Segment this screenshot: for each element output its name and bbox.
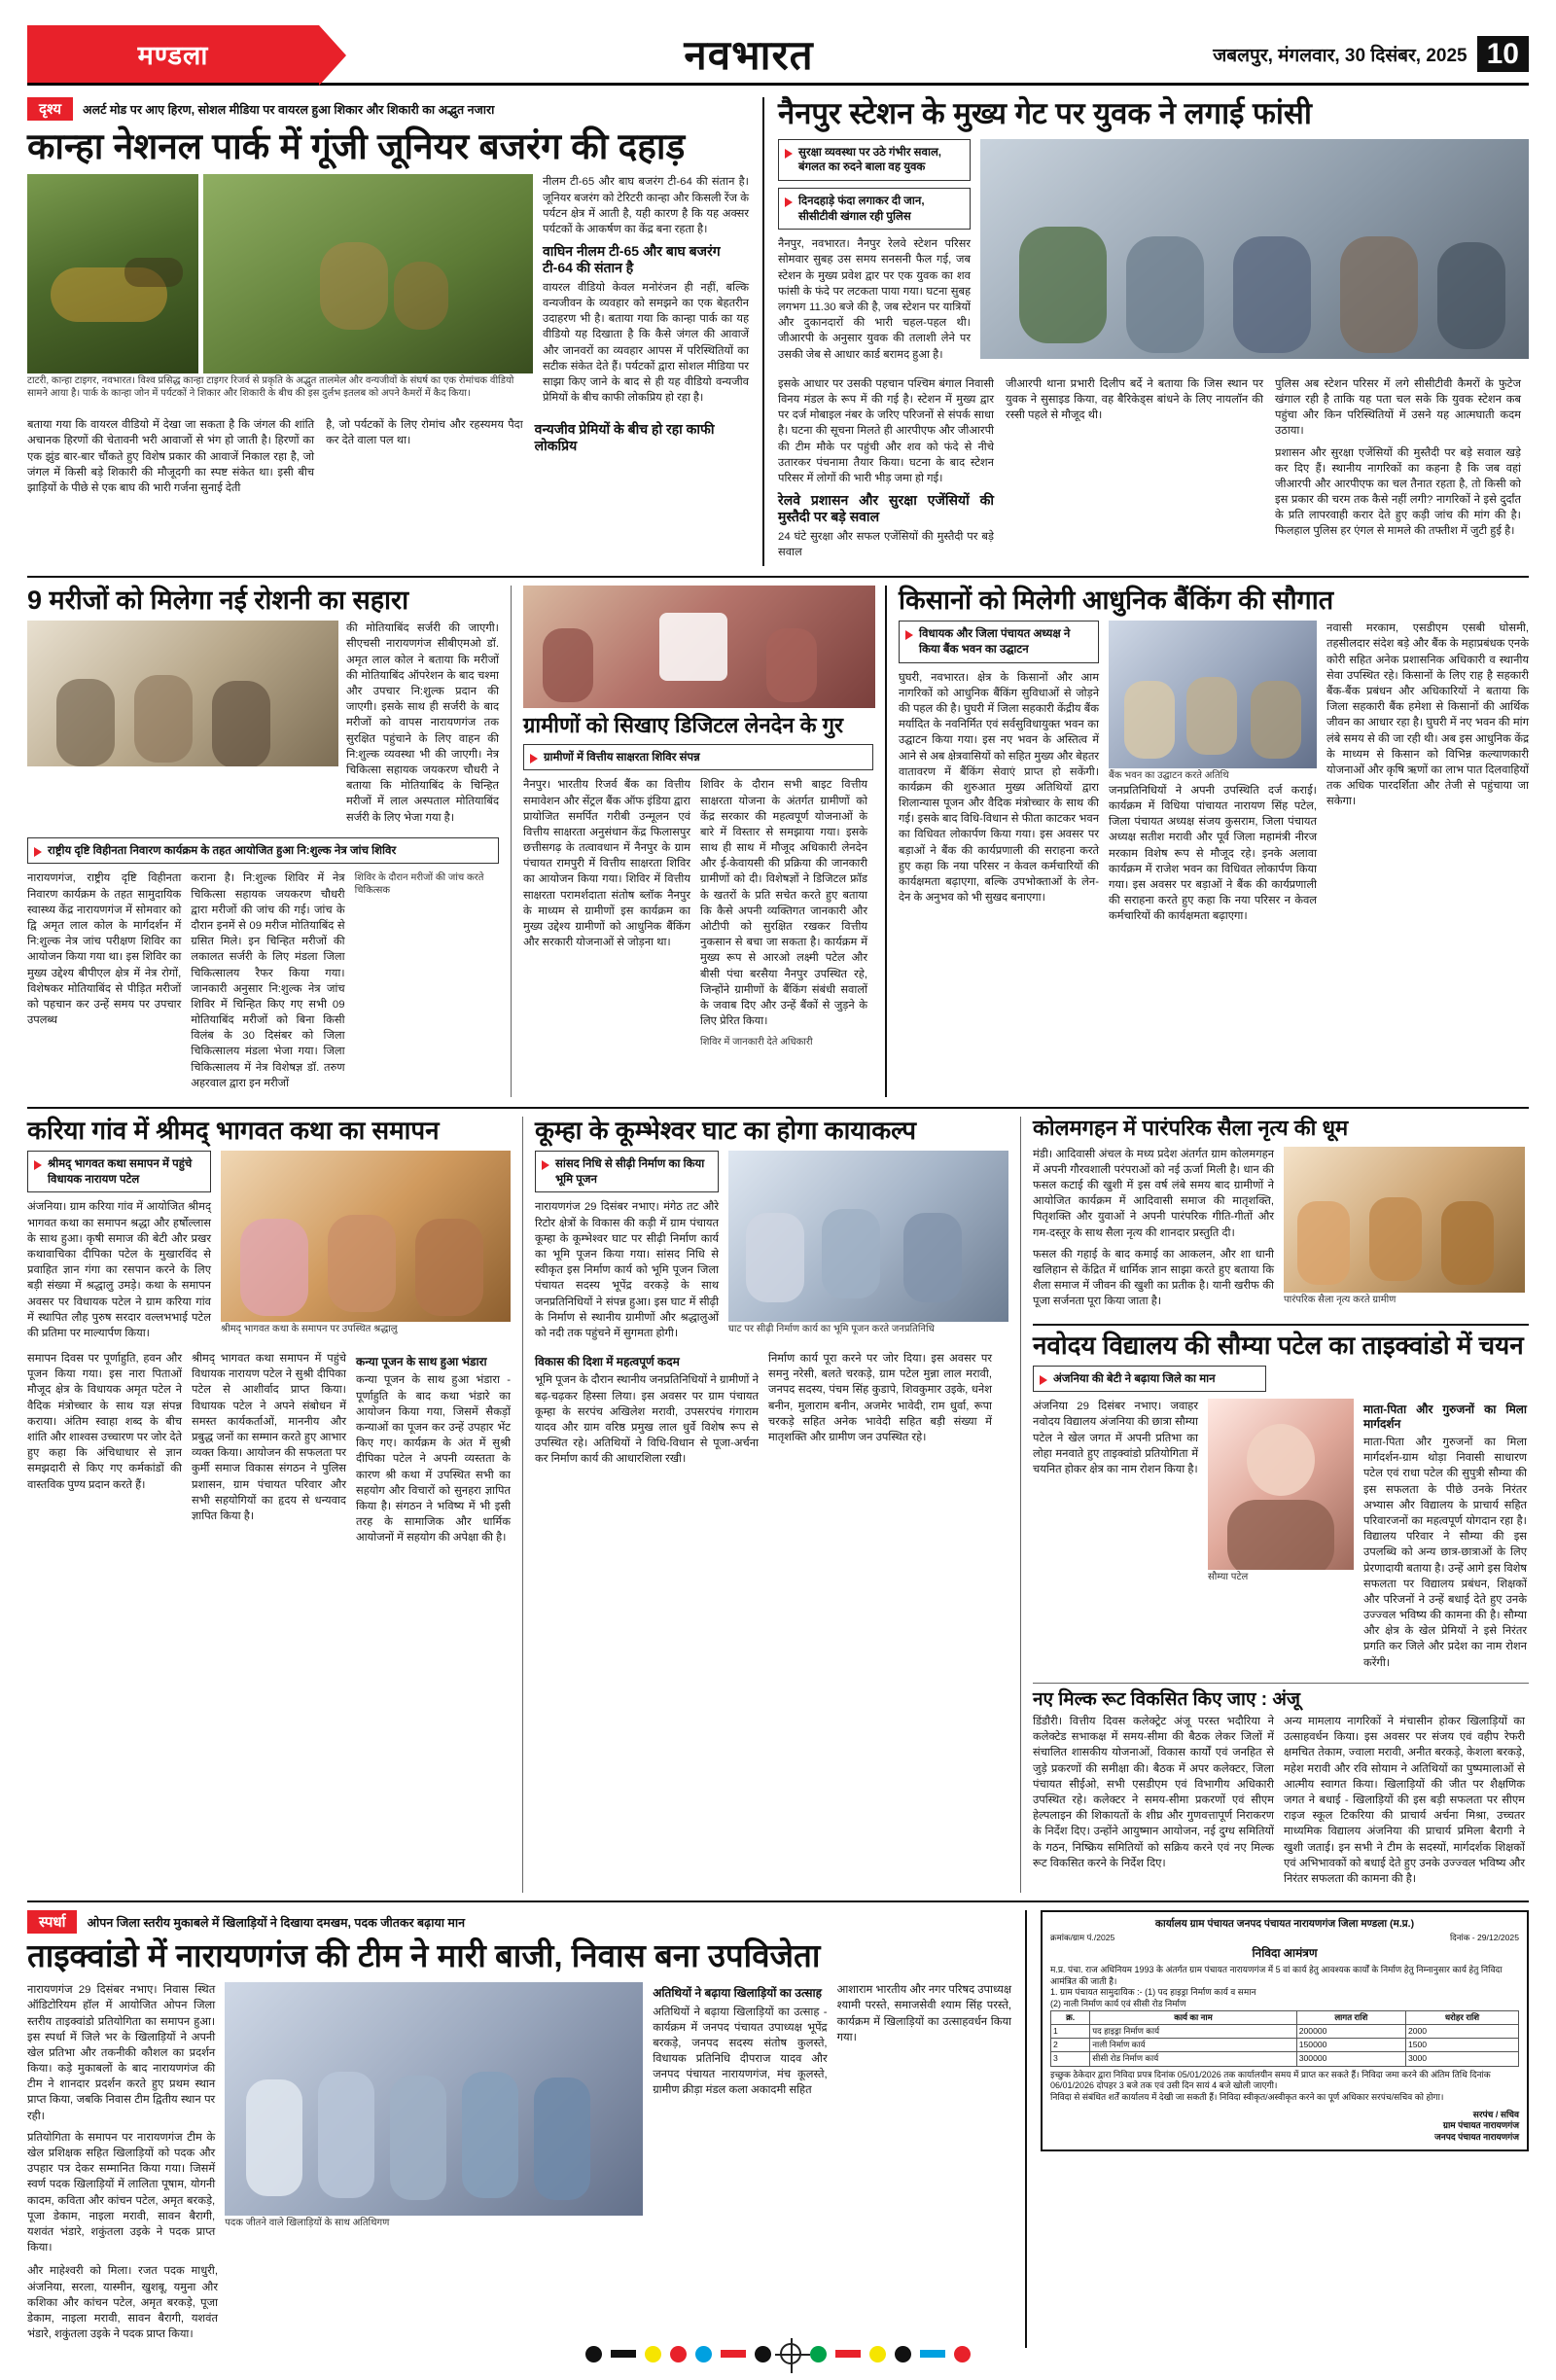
farmers-photo <box>1109 621 1317 768</box>
eyes-photo-caption: शिविर के दौरान मरीजों की जांच करते चिकित्सक <box>354 872 484 896</box>
navodaya-col-2: माता-पिता और गुरुजनों का मिला मार्गदर्शन माता-पिता और गुरुजनों का मिला मार्गदर्शन-ग्राम थोड़ा निवासी साधारण पटेल एवं राधा पटेल की सुपुत्री सौम्या की इस सफलता के पीछे उनके निरंतर अभ्यास और विद्यालय के प्राचार्य सहित परिवारजनों का महत्वपूर्ण योगदान रहा है। विद्यालय परिवार ने सौम्या की इस उपलब्धि को अन्य छात्र-छात्राओं के लिए प्रेरणादायी बताया है। उन्हें आगे इस विशेष सफलता पर विद्यालय प्रबंधन, शिक्षकों और परिजनों ने उन्हें बधाई देते हुए उनके उज्ज्वल भविष्य की कामना की है। सौम्या और क्षेत्र के खेल प्रेमियों ने इसे निरंतर प्रगति कर जिले और प्रदेश का नाम रोशन करेंगी। <box>1363 1403 1527 1669</box>
story-katha <box>27 1117 523 1893</box>
katha-bullet: श्रीमद् भागवत कथा समापन में पहुंचे विधायक नारायण पटेल <box>27 1151 211 1192</box>
masthead-right <box>1179 25 1529 83</box>
story-farmers <box>887 586 1529 1097</box>
navodaya-bullet: अंजनिया की बेटी ने बढ़ाया जिले का मान <box>1033 1366 1266 1393</box>
ad-body-3: (2) नाली निर्माण कार्य एवं सीसी रोड निर्माण <box>1050 1999 1186 2009</box>
lead-col-2: नीलम टी-65 और बाघ बजरंग टी-64 की संतान है। जूनियर बजरंग को टेरिटरी कान्हा और किसली रेंज के पर्यटन क्षेत्र में आती है, यही कारण है कि यह अक्सर पर्यटकों के आकर्षण का केंद्र बना रहता है। <box>543 176 749 235</box>
ghat-headline: कूम्हा के कूम्भेश्वर घाट का होगा कायाकल्प <box>535 1116 917 1145</box>
eyes-headline: 9 मरीजों को मिलेगा नई रोशनी का सहारा <box>27 586 409 616</box>
katha-photo-caption: श्रीमद् भागवत कथा के समापन पर उपस्थित श्रद्धालु <box>221 1324 398 1335</box>
color-dash <box>721 2350 746 2358</box>
lead-photo-caption: टाटरी, कान्हा टाइगर, नवभारत। विश्व प्रसिद्ध कान्हा टाइगर रिजर्व से प्रकृति के अद्भुत तालमेल और वन्यजीवों के संघर्ष का एक रोमांचक वीडियो सामने आया है। पार्क के कान्हा जोन में पर्यटकों ने शिकार और शिकारी के बीच की इस दुर्लभ इतलब को अपने कैमरों में कैद किया। <box>27 375 514 399</box>
story-digital <box>512 586 887 1097</box>
table-row: 3 सीसी रोड निर्माण कार्य 300000 3000 <box>1051 2052 1519 2066</box>
ad-body-4: इच्छुक ठेकेदार द्वारा निविदा प्रपत्र दिनांक 05/01/2026 तक कार्यालयीन समय में प्राप्त कर सकते हैं। निविदा जमा करने की अंतिम तिथि दिनांक 06/01/2026 दोपहर 3 बजे तक एवं उसी दिन सायं 4 बजे खोली जाएगी। <box>1050 2069 1491 2091</box>
color-dot <box>695 2346 712 2362</box>
registration-mark <box>780 2343 801 2364</box>
sports-photo-caption: पदक जीतने वाले खिलाड़ियों के साथ अतिथिगण <box>225 2218 390 2229</box>
sports-col-1: नारायणगंज 29 दिसंबर नभाए। निवास स्थित ऑडिटोरियम हॉल में आयोजित ओपन जिला स्तरीय ताइक्वांडो प्रतियोगिता का समापन हुआ। इस स्पर्धा में जिले भर के खिलाड़ियों ने अपनी खेल प्रतिभा और तकनीकी कौशल का प्रदर्शन किया। कड़े मुकाबलों के बाद नारायणगंज की टीम ने शानदार प्रदर्शन करते हुए प्रथम स्थान प्राप्त किया, जबकि निवास टीम द्वितीय स्थान पर रही। प्रतियोगिता के समापन पर नारायणगंज टीम के खेल प्रशिक्षक सहित खिलाड़ियों को पदक और उपहार पत्र देकर सम्मानित किया गया। जिसमें स्वर्ण पदक खिलाड़ियों में लालिता पूषाम, योगनी कादम, कविता और कांचन पटेल, अमृत बरकड़े, पूजा डेकाम, नाइला मरावी, सावन बैरागी, यशवंत भंडारे, शकुंतला उइके ने पदक प्राप्त किया। <box>27 1984 216 2255</box>
table-row: 1 पद हाइड्रा निर्माण कार्य 200000 2000 <box>1051 2024 1519 2038</box>
story-nainpur <box>764 97 1529 566</box>
top-band <box>27 97 1529 566</box>
katha-col-4: कन्या पूजन के साथ हुआ भंडारा कन्या पूजन के साथ हुआ भंडारा - पूर्णाहुति के बाद कथा भंडारे का आयोजन किया गया, जिसमें सैकड़ों कन्याओं का पूजन कर उन्हें उपहार भेंट किए गए। कार्यक्रम के अंत में सुश्री दीपिका पटेल ने अपनी व्यस्तता के कारण श्री कथा में उपस्थित सभी का सहयोग और विचारों को सुनहरा ज्ञापित किया है। संगठन ने भविष्य में भी इसी तरह के सामाजिक और धार्मिक आयोजनों में सहयोग की अपेक्षा की है। <box>356 1355 511 1545</box>
digital-headline: ग्रामीणों को सिखाए डिजिटल लेनदेन के गुर <box>523 713 844 738</box>
ad-sign-1: सरपंच / सचिव <box>1472 2109 1519 2119</box>
nainpur-col-4: पुलिस अब स्टेशन परिसर में लगे सीसीटीवी कैमरों के फुटेज खंगाल रही है ताकि यह पता चल सके कि युवक स्टेशन कब पहुंचा और किन परिस्थितियों में उसने यह आत्मघाती कदम उठाया। प्रशासन और सुरक्षा एजेंसियों की मुस्तैदी पर बड़े सवाल खड़े कर दिए हैं। स्थानीय नागरिकों का कहना है कि जब वहां जीआरपी और आरपीएफ का चल तैनात रहता है, तो किसी को इस प्रकार की चरम तक कैसे नहीं लगी? नागरिकों ने इसे दुर्दांत के प्रति लापरवाही करार देते हुए कड़ी जांच की मांग की है। फिलहाल पुलिस हर एंगल से मामले की तफ्तीश में जुटी हुई है। <box>1275 377 1521 538</box>
lead-tagline: अलर्ट मोड पर आए हिरण, सोशल मीडिया पर वायरल हुआ शिकार और शिकारी का अद्भुत नजारा <box>83 102 495 117</box>
sports-story <box>27 1910 1027 2348</box>
farmers-col-3: नवासी मरकाम, एसडीएम एसबी घोसमी, तहसीलदार संदेश बड़े और बैंक के महाप्रबंधक एनके कोरी सहित अनेक प्रशासनिक अधिकारी व स्थानीय सेवा उपस्थित रहे। किसानों के लिए राह है सहकारी बैंक-बैंक प्रबंधन और अधिकारियों ने बताया कि जिला सहकारी बैंक हमेशा से किसानों की आर्थिक जीवन का आधार रहा है। घुघरी में नए भवन की मांग लंबे समय से की जा रही थी। अब इस आधुनिक केंद्र के माध्यम से किसान को विभिन्न कल्याणकारी योजनाओं और कृषि ऋणों का लाभ पात दिलवाहियों तक अधिक पारदर्शिता और तेजी से पहुंचाया जा सकेगा। <box>1326 622 1529 808</box>
digital-col-2: शिविर के दौरान सभी बाइट वित्तीय साक्षरता योजना के अंतर्गत ग्रामीणों को केंद्र सरकार की महत्वपूर्ण योजनाओं के बारे में विस्तार से समझाया गया। इसके साथ ही साथ में मौजूद अधिकारी लेनदेन और ई-केवायसी की प्रक्रिया की जानकारी ग्रामीणों को दी। विशेषज्ञों ने डिजिटल फ्रॉड के खतरों के प्रति सचेत करते हुए बताया कि कैसे अपनी व्यक्तिगत जानकारी और ओटीपी को सुरक्षित रखकर वित्तीय नुकसान से बचा जा सकता है। कार्यक्रम में मुख्य रूप से आरओ लक्ष्मी पटेल और बीसी पंचा बरसैया नैनपुर उपस्थित रहे, जिन्होंने ग्रामीणों के बैंकिंग संबंधी सवालों के जवाब दिए और उन्हें बैंकों से जुड़ने के लिए प्रेरित किया। शिविर में जानकारी देते अधिकारी <box>700 779 867 1048</box>
navodaya-headline: नवोदय विद्यालय की सौम्या पटेल का ताइक्वांडो में चयन <box>1033 1330 1524 1360</box>
ghat-photo-caption: घाट पर सीढ़ी निर्माण कार्य का भूमि पूजन करते जनप्रतिनिधि <box>728 1324 935 1335</box>
color-dash <box>920 2350 945 2358</box>
ad-th-1: कार्य का नाम <box>1090 2010 1296 2024</box>
story-milkroute <box>1033 1683 1529 1893</box>
registration-color-bar <box>0 2341 1556 2366</box>
eyes-bullet: राष्ट्रीय दृष्टि विहीनता निवारण कार्यक्रम के तहत आयोजित हुआ नि:शुल्क नेत्र जांच शिविर <box>27 837 499 865</box>
ghat-col-2: विकास की दिशा में महत्वपूर्ण कदम भूमि पूजन के दौरान स्थानीय जनप्रतिनिधियों ने ग्रामीणों ने बढ़-चढ़कर हिस्सा लिया। इस अवसर पर ग्राम पंचायत कूम्हा के सरपंच अखिलेश मरावी, उपसरपंच गंगाराम यादव और ग्राम वरिष्ठ प्रमुख लाल धुर्वे विशेष रूप से उपस्थित रहे। अतिथियों ने विधि-विधान से पूजा-अर्चना कर निर्माण कार्य की आधारशिला रखी। <box>535 1355 759 1466</box>
navodaya-col-1: अंजनिया 29 दिसंबर नभाए। जवाहर नवोदय विद्यालय अंजनिया की छात्रा सौम्या पटेल ने खेल जगत में अपनी प्रतिभा का लोहा मनवाते हुए ताइक्वांडो प्रतियोगिता में चयनित होकर क्षेत्र का नाम रोशन किया है। <box>1033 1401 1198 1475</box>
ad-sign-3: जनपद पंचायत नारायणगंज <box>1434 2131 1519 2142</box>
farmers-col-2: जनप्रतिनिधियों ने अपनी उपस्थिति दर्ज कराई। कार्यक्रम में विधिया पांचायत नारायण सिंह पटेल, जिला पंचायत अध्यक्ष संजय कुसराम, जिला पंचायत अध्यक्ष सतीश मरावी और पूर्व जिला महामंत्री नीरज मरकाम विशेष रूप से मौजूद रहे। इनके अलावा कार्यक्रम में राजेश भवन का विधिवत लोकार्पण किया गया। इस अवसर पर बड़ाओं ने बैंक की कार्यप्रणाली की सराहना करते हुए कहा कि नया परिसर न केवल कर्मचारियों की कार्यक्षमता बढ़ाएगा। <box>1109 784 1318 923</box>
farmers-photo-caption: बैंक भवन का उद्घाटन करते अतिथि <box>1109 770 1229 782</box>
story-navodaya <box>1033 1324 1529 1677</box>
sports-col-4: आशाराम भारतीय और नगर परिषद उपाध्यक्ष श्यामी परस्ते, समाजसेवी श्याम सिंह परस्ते, कार्यक्रम में खिलाड़ियों का उत्साहवर्धन किया गया। <box>836 1984 1012 2043</box>
lead-col-3: वायरल वीडियो केवल मनोरंजन ही नहीं, बल्कि वन्यजीवन के व्यवहार को समझने का एक बेहतरीन उदाहरण भी है। बताया गया कि कान्हा पार्क का यह वीडियो यह दिखाता है कि कैसे जंगल की आवाजें और जानवरों का व्यवहार आपस में परिस्थितियों का सटीक संकेत देते हैं। पर्यटकों द्वारा सोशल मीडिया पर साझा किए जाने के बाद से ही यह वीडियो वन्यजीव प्रेमियों के बीच काफी लोकप्रिय हो रहा है। <box>543 281 749 405</box>
color-dot <box>755 2346 771 2362</box>
nainpur-photo <box>980 139 1529 359</box>
lead-subhead-1: वाघिन नीलम टी-65 और बाघ बजरंग टी-64 की संतान है <box>543 243 721 275</box>
masthead <box>27 25 1529 86</box>
color-dot <box>810 2346 827 2362</box>
katha-subhead: कन्या पूजन के साथ हुआ भंडारा <box>356 1355 487 1369</box>
edition-label: मण्डला <box>137 41 209 70</box>
nainpur-bullet-1: सुरक्षा व्यवस्था पर उठे गंभीर सवाल, बंगलत का रुदने बाला वह युवक <box>778 139 971 181</box>
milkroute-col-2: अन्य मामलाय नागरिकों ने मंचासीन होकर खिलाड़ियों का उत्साहवर्धन किया। इस अवसर पर संजय एवं वहीप रेफरी क्षमचित तेकाम, ज्वाला मरावी, अनीत बरकड़े, केशला बरकड़े, महेश मरावी और रवि सोयाम ने अतिथियों का पुष्पमालाओं से आत्मीय स्वागत किया। खिलाड़ियों की जीत पर शैक्षणिक जगत ने बधाई - खिलाड़ियों की इस बड़ी सफलता पर सीएम राइज स्कूल टिकरिया की प्राचार्य अर्चना मिश्रा, उच्चतर माध्यमिक विद्यालय अंजनिया की प्राचार्य प्रमिला बैरागी ने खुशी जताई। इन सभी ने टीम के सदस्यों, मार्गदर्शक शिक्षकों एवं अभिभावकों को बधाई देते हुए उनके उज्ज्वल भविष्य और निरंतर सफलता की कामना की है। <box>1284 1716 1525 1885</box>
ad-body-2: 1. ग्राम पंचायत सामुदायिक :- (1) पद हाइड्रा निर्माण कार्य व समान <box>1050 1987 1256 1998</box>
navodaya-photo-caption: सौम्या पटेल <box>1208 1572 1249 1583</box>
milkroute-headline: नए मिल्क रूट विकसित किए जाए : अंजू <box>1033 1688 1300 1710</box>
sports-tag: स्पर्धा <box>27 1910 77 1934</box>
color-dot <box>954 2346 971 2362</box>
color-dot <box>895 2346 911 2362</box>
lead-tag: दृश्य <box>27 97 73 121</box>
saila-photo <box>1284 1147 1525 1293</box>
nainpur-col-3: जीआरपी थाना प्रभारी दिलीप बर्दे ने बताया कि जिस स्थान पर युवक ने सुसाइड किया, वह बैरिकेड्स बांधने के लिए नायलॉन की रस्सी पहले से मौजूद थी। <box>1006 377 1263 422</box>
ad-th-0: क्र. <box>1051 2010 1090 2024</box>
page-title: नवभारत <box>684 32 814 78</box>
lead-headline: कान्हा नेशनल पार्क में गूंजी जूनियर बजरंग की दहाड़ <box>27 126 686 166</box>
ghat-col-3: निर्माण कार्य पूरा करने पर जोर दिया। इस अवसर पर समनु नरेसी, बलते चरकड़े, ग्राम पटेल मुन्ना लाल मरावी, जनपद सदस्य, पंचम सिंह कुडापे, शिवकुमार उइके, धनेश बनीन, मुलाराम बनीन, अजमेर भावेदी, राम धुर्वा, रूपा चरकड़े सहित अनेक भावेदी सहित बड़ी संख्या में मातृशक्ति और ग्रामीण जन उपस्थित रहे। <box>768 1353 992 1444</box>
saila-col-1: मंडी। आदिवासी अंचल के मध्य प्रदेश अंतर्गत ग्राम कोलमगहन में अपनी गौरवशाली परंपराओं को नई ऊर्जा मिली है। धान की फसल कटाई की खुशी में इस वर्ष लंबे समय बाद ग्रामीणों ने आयोजित कार्यक्रम में आदिवासी समाज की मातृशक्ति, पितृशक्ति और युवाओं ने अपनी पारंपरिक गीति-गीतों और गम-दस्तूर के साथ सैला नृत्य की शानदार प्रस्तुति दी। फसल की गहाई के बाद कमाई का आकलन, और शा धानी खलिहान से केंद्रित में धार्मिक ज्ञान साझा करते हुए बताया कि शैला समाज में जीवन की खुशी का प्रतीक है। यानी खरीफ की पूजा सर्जनता पूरा किया जाता है। <box>1033 1148 1274 1308</box>
lead-subhead-block <box>535 417 749 502</box>
digital-bullet: ग्रामीणों में वित्तीय साक्षरता शिविर संपन्न <box>523 744 873 771</box>
farmers-headline: किसानों को मिलेगी आधुनिक बैंकिंग की सौगात <box>899 586 1334 616</box>
eyes-col-3-top: की मोतियाबिंद सर्जरी की जाएगी। सीएचसी नारायणगंज सीबीएमओ डॉ. अमृत लाल कोल ने बताया कि मरीजों की मोतियाबिंद ऑपरेशन के बाद चश्मा और उपचार नि:शुल्क प्रदान की जाएगी। इसके साथ ही सर्जरी के बाद मरीजों को वापस नारायणगंज तक सुरक्षित पहुंचाने के लिए वाहन की नि:शुल्क व्यवस्था भी की जाएगी। नेत्र चिकित्सा सहायक जयकरण चौधरी ने बताया कि मोतियाबिंद के चिन्हित मरीजों में लाल अस्पताल मोतियाबिंद सर्जरी के लिए भेजा गया है। <box>346 622 499 824</box>
sports-tagline: ओपन जिला स्तरीय मुकाबले में खिलाड़ियों ने दिखाया दमखम, पदक जीतकर बढ़ाया मान <box>87 1915 466 1930</box>
katha-col-2: समापन दिवस पर पूर्णाहुति, हवन और पूजन किया गया। इस नारा पिताओं मौजूद क्षेत्र के विधायक अमृत पटेल ने वैदिक मंत्रोच्चार के साथ यज्ञ संपन्न कराया। अंतिम स्वाहा शब्द के बीच शांति और शाश्वस उच्चारण पर जोर देते हुए कहा कि अंचिधाधार से ज्ञान समझदारी से किए गए कर्मकांडों की वास्तविक पुण्य प्रदान करते हैं। <box>27 1353 182 1491</box>
nainpur-subhead: रेलवे प्रशासन और सुरक्षा एजेंसियों की मुस्तैदी पर बड़े सवाल <box>778 492 994 524</box>
ghat-col-1: नारायणगंज 29 दिसंबर नभाए। मंगेठ तट औरे रिटोर क्षेत्रों के विकास की कड़ी में ग्राम पंचायत कूम्हा के कूम्भेश्वर घाट पर सीढ़ी निर्माण कार्य का भूमि पूजन किया गया। सांसद निधि से स्वीकृत इस निर्माण कार्य को भूमि पूजन जिला पंचायत सदस्य भूपेंद्र वरकड़े के साथ जनप्रतिनिधियों ने संपन्न हुआ। इस घाट में सीढ़ी के निर्माण से स्थानीय ग्रामीणों और श्रद्धालुओं को नदी तक पहुंचने में सुगमता होगी। <box>535 1201 719 1339</box>
color-dot <box>869 2346 886 2362</box>
lead-col-mini: है, जो पर्यटकों के लिए रोमांच और रहस्यमय पैदा कर देते वाला पल था। <box>326 419 523 447</box>
lead-photo-tiger <box>27 174 198 373</box>
ad-title: निविदा आमंत्रण <box>1252 1946 1318 1961</box>
color-dash <box>611 2350 636 2358</box>
navodaya-photo <box>1208 1399 1354 1570</box>
sports-headline: ताइक्वांडो में नारायणगंज की टीम ने मारी बाजी, निवास बना उपविजेता <box>27 1937 821 1974</box>
farmers-col-1: घुघरी, नवभारत। क्षेत्र के किसानों और आम नागरिकों को आधुनिक बैंकिंग सुविधाओं से जोड़ने की पहल की है। घुघरी में जिला सहकारी केंद्रीय बैंक मर्यादित के नवनिर्मित एवं सर्वसुविधायुक्त भवन का उद्घाटन किया गया। इस नए भवन के अस्तित्व में आने से अब क्षेत्रवासियों को सहित मुख्य और बेहतर वातावरण में बैंकिंग सेवाएं प्राप्त हो सकेंगी। कार्यक्रम की शुरुआत मुख्य अतिथियों द्वारा शिलान्यास पूजन और वैदिक मंत्रोच्चार के साथ की गई। इसके बाद विधि-विधान से फीता काटकर भवन का विधिवत लोकार्पण किया गया। इस अवसर पर बड़ाओं ने बैंक की कार्यप्रणाली की सराहना करते हुए कहा कि नया परिसर न केवल कर्मचारियों की कार्यक्षमता बढ़ाएगा, बल्कि उपभोक्ताओं के लेन-देन के अनुभव को भी सुखद बनाएगा। <box>899 671 1100 905</box>
color-dot <box>585 2346 602 2362</box>
ad-date: दिनांक - 29/12/2025 <box>1449 1933 1519 1943</box>
story-ghat <box>523 1117 1021 1893</box>
story-eyes <box>27 586 512 1097</box>
katha-headline: करिया गांव में श्रीमद् भागवत कथा का समापन <box>27 1116 440 1145</box>
color-dot <box>645 2346 661 2362</box>
digital-col-1: नैनपुर। भारतीय रिजर्व बैंक का वित्तीय समावेशन और सेंट्रल बैंक ऑफ इंडिया द्वारा प्रायोजित समर्पित गरीबी उन्मूलन एवं वित्तीय साक्षरता अनुसंधान केंद्र फिलासपुर छत्तीसगढ़ के तत्वावधान में नैनपुर के ग्राम पंचायत रामपुरी में वित्तीय साक्षरता शिविर का आयोजन किया गया। शिविर में वित्तीय साक्षरता परामर्शदाता संतोष ब्लॉक नैनपुर के माध्यम से ग्रामीणों इस कार्यक्रम का मुख्य उद्देश्य ग्रामीणों को आधुनिक बैंकिंग और सरकारी योजनाओं से जोड़ना था। <box>523 779 690 949</box>
ad-body-1: म.प्र. पंचा. राज अधिनियम 1993 के अंतर्गत ग्राम पंचायत नारायणगंज में 5 वां कार्य हेतु आवश्यक कार्यों के निर्माण हेतु निम्नानुसार कार्य हेतु निविदा आमंत्रित की जाती है। <box>1050 1965 1503 1986</box>
sports-photo <box>225 1982 643 2216</box>
ad-org-line: कार्यालय ग्राम पंचायत जनपद पंचायत नारायणगंज जिला मण्डला (म.प्र.) <box>1154 1918 1415 1931</box>
sports-col-3: अतिथियों ने बढ़ाया खिलाड़ियों का उत्साह अतिथियों ने बढ़ाया खिलाड़ियों का उत्साह - कार्यक्रम में जनपद पंचायत उपाध्यक्ष भूपेंद्र बरकड़े, जनपद सदस्य संतोष कुलस्ते, विधायक प्रतिनिधि दीपराज यादव और जनपद पंचायत नारायणगंज, मंच कूलस्ते, ग्रामीण क्रीड़ा मंडल कला अकादमी सहित <box>653 1986 828 2097</box>
eyes-col-2: कराना है। नि:शुल्क शिविर में नेत्र चिकित्सा सहायक जयकरण चौधरी द्वारा मरीजों की जांच की गई। जांच के दौरान इनमें से 09 मरीज मोतियाबिंद से ग्रसित मिले। इन चिन्हित मरीजों की लकालत सर्जरी के लिए मंडला जिला चिकित्सालय रैफर किया गया। जानकारी अनुसार नि:शुल्क नेत्र जांच शिविर में चिन्हित किए गए सभी 09 मोतियाबिंद मरीजों को बिना किसी विलंब के 30 दिसंबर को जिला चिकित्सालय मंडला भेजा गया। जिला चिकित्सालय में नेत्र विशेषज्ञ डॉ. तरुण अहरवाल द्वारा इन मरीजों <box>191 872 345 1089</box>
ad-table <box>1050 2010 1519 2067</box>
nainpur-headline: नैनपुर स्टेशन के मुख्य गेट पर युवक ने लगाई फांसी <box>778 96 1312 130</box>
ghat-photo <box>728 1151 1008 1322</box>
ghat-subhead: विकास की दिशा में महत्वपूर्ण कदम <box>535 1355 680 1369</box>
advertisement <box>1027 1910 1529 2348</box>
katha-col-1: अंजनिया। ग्राम करिया गांव में आयोजित श्रीमद् भागवत कथा का समापन श्रद्धा और हर्षोल्लास के साथ हुआ। कृषी समाज की बेटी और प्रखर कथावाचिका दीपिका पटेल के मुखारविंद से प्रवाहित ज्ञान गंगा का रसपान करने के लिए बड़ी संख्या में श्रद्धालु उमड़े। कथा के समापन अवसर पर विधायक पटेल ने ग्राम करिया गांव में स्थापित लौह पुरुष सरदार वल्लभभाई पटेल की प्रतिमा पर माल्यार्पण किया। <box>27 1201 211 1339</box>
navodaya-subhead: माता-पिता और गुरुजनों का मिला मार्गदर्शन <box>1363 1403 1527 1431</box>
lead-subhead-2: वन्यजीव प्रेमियों के बीच हो रहा काफी लोकप्रिय <box>534 421 715 454</box>
farmers-bullet: विधायक और जिला पंचायत अध्यक्ष ने किया बैंक भवन का उद्घाटन <box>899 621 1099 662</box>
page-number: 10 <box>1477 36 1529 72</box>
lead-col-1: बताया गया कि वायरल वीडियो में देखा जा सकता है कि जंगल की शांति अचानक हिरणों की चेतावनी भरी आवाजों से भंग हो जाती है। हिरणों का एक झुंड बार-बार चौंकते हुए विशेष प्रकार की आवाजें निकाल रहा है, जो जंगल में किसी बड़े शिकारी की मौजूदगी का स्पष्ट संकेत था। इसी बीच झाड़ियों के पीछे से एक बाघ की भारी गर्जना सुनाई देती <box>27 419 315 495</box>
ad-ref-number: क्रमांक/ग्राम पं./2025 <box>1050 1933 1115 1943</box>
ad-th-3: धरोहर राशि <box>1405 2010 1518 2024</box>
milkroute-col-1: डिंडौरी। वित्तीय दिवस कलेक्ट्रेट अंजू परस्त भदौरिया ने कलेक्टेड सभाकक्ष में समय-सीमा की बैठक लेकर जिलों में संचालित शासकीय योजनाओं, विकास कार्यों एवं जनहित से जुड़े प्रकरणों की समीक्षा की। बैठक में अपर कलेक्टर, जिला पंचायत सीईओ, सभी एसडीएम एवं विभागीय अधिकारी उपस्थित रहे। कलेक्टर ने समय-सीमा प्रकरणों एवं सीएम हेल्पलाइन की शिकायतों के शीघ्र और गुणवत्तापूर्ण निराकरण के निर्देश दिए। उन्होंने आयुष्मान आयोजन, नई दुग्ध समितियों के गठन, निष्क्रिय समितियों को सक्रिय करने एवं नए मिल्क रूट विकसित करने के निर्देश दिए। <box>1033 1716 1274 1869</box>
nainpur-bullet-2: दिनदहाड़े फंदा लगाकर दी जान, सीसीटीवी खंगाल रही पुलिस <box>778 188 971 230</box>
table-row: 2 नाली निर्माण कार्य 150000 1500 <box>1051 2039 1519 2052</box>
middle-band <box>27 576 1529 1097</box>
nainpur-col-2: इसके आधार पर उसकी पहचान पश्चिम बंगाल निवासी विनय मंडल के रूप में की गई है। स्टेशन में मुख्य द्वार पर दर्ज मोबाइल नंबर के जरिए परिजनों से संपर्क साधा है। घटना की सूचना मिलते ही आरपीएफ और जीआरपी की टीम मौके पर पहुंची और शव को फंदे से नीचे उतारकर पंचनामा तैयार किया। घटना के बाद स्टेशन परिसर में लोगों की भारी भीड़ जमा हो गई। रेलवे प्रशासन और सुरक्षा एजेंसियों की मुस्तैदी पर बड़े सवाल 24 घंटे सुरक्षा और सफल एजेंसियों की मुस्तैदी पर बड़े सवाल <box>778 377 994 558</box>
saila-photo-caption: पारंपरिक सैला नृत्य करते ग्रामीण <box>1284 1294 1397 1305</box>
nainpur-col-1: नैनपुर, नवभारत। नैनपुर रेलवे स्टेशन परिसर सोमवार सुबह उस समय सनसनी फैल गई, जब स्टेशन के मुख्य प्रवेश द्वार पर एक युवक का शव फांसी के फंदे पर लटकता पाया गया। घटना सुबह लगभग 11.30 बजे की है, जब स्टेशन पर यात्रियों और दुकानदारों की भारी चहल-पहल थी। जीआरपी के अनुसार युवक की तलाशी लेने पर उसकी जेब से आधार कार्ड बरामद हुआ है। <box>778 238 971 361</box>
color-dot <box>670 2346 687 2362</box>
lead-photo-deer <box>203 174 533 373</box>
sports-col-2: और माहेश्वरी को मिला। रजत पदक माधुरी, अंजनिया, सरला, यास्मीन, खुशबू, यमुना और कशिका और कांचन पटेल, अमृत बरकड़े, पूजा डेकाम, नाइला मरावी, सावन बैरागी, यशवंत भंडारे, शकुंतला उइके ने पदक प्राप्त किया। <box>27 2265 218 2341</box>
right-column-stack <box>1021 1117 1529 1893</box>
digital-photo <box>523 586 875 708</box>
ad-body-5: निविदा से संबंधित शर्तें कार्यालय में देखी जा सकती हैं। निविदा स्वीकृत/अस्वीकृत करने का पूर्ण अधिकार सरपंच/सचिव को होगा। <box>1050 2091 1444 2102</box>
dateline: जबलपुर, मंगलवार, 30 दिसंबर, 2025 <box>1213 45 1468 66</box>
eyes-col-1: नारायणगंज, राष्ट्रीय दृष्टि विहीनता निवारण कार्यक्रम के तहत सामुदायिक स्वास्थ्य केंद्र नारायणगंज में सोमवार को द्वि अमृत लाल कोल के मार्गदर्शन में नि:शुल्क नेत्र जांच परीक्षण शिविर का आयोजन किया गया था। इस शिविर का मुख्य उद्देश्य बीपीएल क्षेत्र में नेत्र रोगों, विशेषकर मोतियाबिंद से पीड़ित मरीजों को पहचान कर उन्हें समय पर उपचार उपलब्ध <box>27 872 182 1027</box>
sports-band <box>27 1900 1529 2348</box>
ad-sign-2: ग्राम पंचायत नारायणगंज <box>1442 2120 1519 2131</box>
ad-th-2: लागत राशि <box>1296 2010 1405 2024</box>
ghat-bullet: सांसद निधि से सीढ़ी निर्माण का किया भूमि पूजन <box>535 1151 719 1192</box>
edition-badge <box>27 25 319 83</box>
eyes-photo <box>27 621 338 766</box>
tender-ad <box>1041 1910 1529 2150</box>
sports-subhead: अतिथियों ने बढ़ाया खिलाड़ियों का उत्साह <box>653 1986 822 2001</box>
saila-headline: कोलमगहन में पारंपरिक सैला नृत्य की धूम <box>1033 1116 1349 1140</box>
katha-col-3: श्रीमद् भागवत कथा समापन में पहुंचे विधायक नारायण पटेल ने सुश्री दीपिका पटेल से आशीर्वाद प्राप्त किया। विधायक पटेल ने अपने संबोधन में समस्त कार्यकर्ताओं, माननीय और प्रबुद्ध जनों का सम्मान करते हुए आभार व्यक्त किया। आयोजन की सफलता पर कुर्मी समाज विकास संगठन ने पुलिस प्रशासन, ग्राम पंचायत परिवार और सभी सहयोगियों का हृदय से धन्यवाद ज्ञापित किया है। <box>192 1353 346 1522</box>
third-band <box>27 1107 1529 1893</box>
katha-photo <box>221 1151 511 1322</box>
digital-photo-caption: शिविर में जानकारी देते अधिकारी <box>700 1037 813 1048</box>
lead-story <box>27 97 764 566</box>
color-dash <box>835 2350 861 2358</box>
